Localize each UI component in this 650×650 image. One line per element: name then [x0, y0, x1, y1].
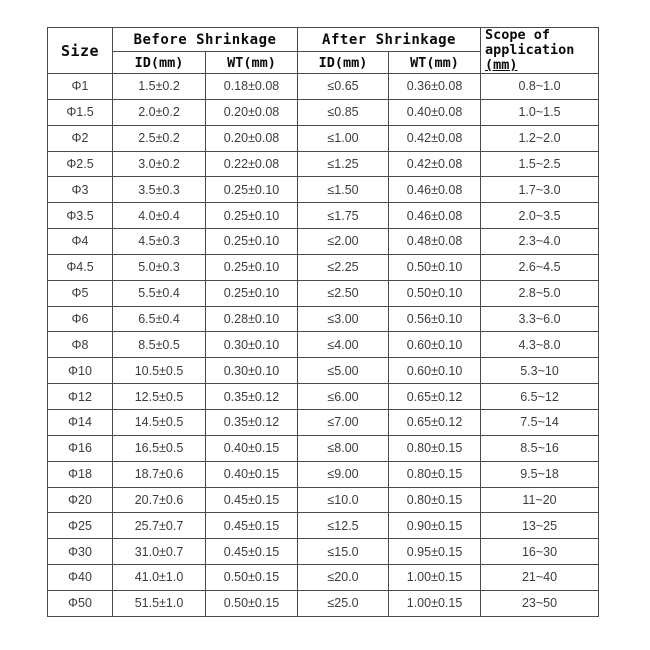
cell-after-id: ≤0.85: [298, 99, 389, 125]
cell-scope: 3.3~6.0: [481, 306, 599, 332]
cell-size: Φ14: [48, 409, 113, 435]
cell-after-wt: 0.80±0.15: [389, 487, 481, 513]
cell-after-id: ≤10.0: [298, 487, 389, 513]
table-row: [48, 74, 599, 100]
cell-after-id: ≤1.50: [298, 177, 389, 203]
cell-after-id: ≤7.00: [298, 409, 389, 435]
cell-size: Φ3: [48, 177, 113, 203]
cell-scope: 9.5~18: [481, 461, 599, 487]
cell-scope: 21~40: [481, 565, 599, 591]
table-row: [48, 384, 599, 410]
cell-size: Φ16: [48, 435, 113, 461]
cell-scope: 2.3~4.0: [481, 229, 599, 255]
cell-before-wt: 0.20±0.08: [206, 99, 298, 125]
cell-after-id: ≤6.00: [298, 384, 389, 410]
cell-before-wt: 0.45±0.15: [206, 487, 298, 513]
cell-before-wt: 0.28±0.10: [206, 306, 298, 332]
cell-before-id: 18.7±0.6: [113, 461, 206, 487]
table-row: [48, 590, 599, 616]
table-row: [48, 409, 599, 435]
cell-scope: 1.0~1.5: [481, 99, 599, 125]
cell-size: Φ3.5: [48, 203, 113, 229]
cell-size: Φ25: [48, 513, 113, 539]
header-after-wt: WT(mm): [389, 52, 481, 74]
scope-header-line3: (mm): [485, 57, 518, 73]
table-row: [48, 332, 599, 358]
cell-after-wt: 0.80±0.15: [389, 461, 481, 487]
cell-scope: 7.5~14: [481, 409, 599, 435]
table-row: [48, 229, 599, 255]
table-row: [48, 254, 599, 280]
cell-after-id: ≤5.00: [298, 358, 389, 384]
cell-before-id: 4.0±0.4: [113, 203, 206, 229]
header-before-shrinkage: Before Shrinkage: [113, 28, 298, 52]
cell-before-id: 5.5±0.4: [113, 280, 206, 306]
cell-after-wt: 1.00±0.15: [389, 590, 481, 616]
cell-scope: 8.5~16: [481, 435, 599, 461]
cell-after-id: ≤25.0: [298, 590, 389, 616]
cell-size: Φ40: [48, 565, 113, 591]
cell-after-id: ≤0.65: [298, 74, 389, 100]
cell-scope: 2.0~3.5: [481, 203, 599, 229]
cell-size: Φ6: [48, 306, 113, 332]
cell-after-wt: 0.80±0.15: [389, 435, 481, 461]
cell-after-wt: 0.95±0.15: [389, 539, 481, 565]
cell-scope: 1.5~2.5: [481, 151, 599, 177]
cell-size: Φ5: [48, 280, 113, 306]
cell-after-id: ≤15.0: [298, 539, 389, 565]
table-row: [48, 151, 599, 177]
cell-before-id: 8.5±0.5: [113, 332, 206, 358]
cell-after-wt: 0.65±0.12: [389, 409, 481, 435]
cell-scope: 1.7~3.0: [481, 177, 599, 203]
cell-before-wt: 0.25±0.10: [206, 229, 298, 255]
cell-before-id: 14.5±0.5: [113, 409, 206, 435]
cell-before-id: 5.0±0.3: [113, 254, 206, 280]
cell-scope: 2.8~5.0: [481, 280, 599, 306]
header-after-shrinkage: After Shrinkage: [298, 28, 481, 52]
cell-size: Φ10: [48, 358, 113, 384]
cell-before-wt: 0.20±0.08: [206, 125, 298, 151]
cell-scope: 16~30: [481, 539, 599, 565]
table-body: [48, 74, 599, 617]
cell-size: Φ12: [48, 384, 113, 410]
table-row: [48, 203, 599, 229]
cell-size: Φ50: [48, 590, 113, 616]
cell-before-id: 41.0±1.0: [113, 565, 206, 591]
cell-after-wt: 0.60±0.10: [389, 358, 481, 384]
table-row: [48, 487, 599, 513]
cell-after-wt: 0.56±0.10: [389, 306, 481, 332]
cell-size: Φ1: [48, 74, 113, 100]
cell-size: Φ30: [48, 539, 113, 565]
cell-after-id: ≤1.25: [298, 151, 389, 177]
cell-after-wt: 0.65±0.12: [389, 384, 481, 410]
cell-after-wt: 0.46±0.08: [389, 203, 481, 229]
cell-before-id: 10.5±0.5: [113, 358, 206, 384]
table-row: [48, 565, 599, 591]
table-header: [48, 28, 599, 74]
cell-before-wt: 0.22±0.08: [206, 151, 298, 177]
header-size: Size: [48, 28, 113, 74]
cell-after-id: ≤20.0: [298, 565, 389, 591]
header-row-groups: [48, 28, 599, 52]
cell-size: Φ8: [48, 332, 113, 358]
cell-before-id: 12.5±0.5: [113, 384, 206, 410]
header-after-id: ID(mm): [298, 52, 389, 74]
cell-before-wt: 0.40±0.15: [206, 435, 298, 461]
cell-size: Φ2: [48, 125, 113, 151]
scope-header-line1: Scope of: [485, 27, 551, 43]
cell-after-wt: 0.90±0.15: [389, 513, 481, 539]
cell-after-id: ≤1.75: [298, 203, 389, 229]
cell-before-id: 3.0±0.2: [113, 151, 206, 177]
table-row: [48, 358, 599, 384]
header-scope-of-application: [481, 28, 599, 74]
cell-before-wt: 0.25±0.10: [206, 254, 298, 280]
cell-before-wt: 0.30±0.10: [206, 358, 298, 384]
cell-scope: 2.6~4.5: [481, 254, 599, 280]
cell-size: Φ20: [48, 487, 113, 513]
table-row: [48, 539, 599, 565]
table-row: [48, 125, 599, 151]
table-row: [48, 461, 599, 487]
cell-before-wt: 0.25±0.10: [206, 280, 298, 306]
cell-after-wt: 0.36±0.08: [389, 74, 481, 100]
cell-after-wt: 0.50±0.10: [389, 254, 481, 280]
cell-scope: 4.3~8.0: [481, 332, 599, 358]
cell-before-id: 20.7±0.6: [113, 487, 206, 513]
table-row: [48, 435, 599, 461]
cell-before-id: 1.5±0.2: [113, 74, 206, 100]
cell-before-wt: 0.50±0.15: [206, 590, 298, 616]
cell-after-id: ≤9.00: [298, 461, 389, 487]
cell-after-id: ≤2.25: [298, 254, 389, 280]
cell-after-wt: 1.00±0.15: [389, 565, 481, 591]
cell-after-wt: 0.40±0.08: [389, 99, 481, 125]
cell-after-id: ≤8.00: [298, 435, 389, 461]
cell-after-id: ≤2.50: [298, 280, 389, 306]
cell-before-wt: 0.40±0.15: [206, 461, 298, 487]
cell-before-id: 16.5±0.5: [113, 435, 206, 461]
cell-after-wt: 0.42±0.08: [389, 125, 481, 151]
cell-after-wt: 0.60±0.10: [389, 332, 481, 358]
cell-scope: 0.8~1.0: [481, 74, 599, 100]
table-row: [48, 306, 599, 332]
cell-size: Φ4: [48, 229, 113, 255]
cell-after-id: ≤12.5: [298, 513, 389, 539]
cell-after-wt: 0.42±0.08: [389, 151, 481, 177]
table-row: [48, 99, 599, 125]
cell-before-id: 3.5±0.3: [113, 177, 206, 203]
cell-before-id: 4.5±0.3: [113, 229, 206, 255]
cell-scope: 11~20: [481, 487, 599, 513]
header-before-wt: WT(mm): [206, 52, 298, 74]
cell-scope: 5.3~10: [481, 358, 599, 384]
cell-before-wt: 0.18±0.08: [206, 74, 298, 100]
cell-after-id: ≤3.00: [298, 306, 389, 332]
cell-scope: 6.5~12: [481, 384, 599, 410]
cell-after-wt: 0.48±0.08: [389, 229, 481, 255]
cell-before-id: 6.5±0.4: [113, 306, 206, 332]
shrink-tube-spec-table: [47, 27, 599, 617]
cell-after-wt: 0.50±0.10: [389, 280, 481, 306]
cell-before-wt: 0.45±0.15: [206, 513, 298, 539]
cell-before-wt: 0.50±0.15: [206, 565, 298, 591]
cell-before-wt: 0.25±0.10: [206, 177, 298, 203]
cell-before-wt: 0.25±0.10: [206, 203, 298, 229]
cell-after-wt: 0.46±0.08: [389, 177, 481, 203]
scope-header-line2: application: [485, 42, 575, 58]
cell-size: Φ2.5: [48, 151, 113, 177]
cell-after-id: ≤1.00: [298, 125, 389, 151]
table-row: [48, 177, 599, 203]
cell-before-id: 31.0±0.7: [113, 539, 206, 565]
cell-before-id: 25.7±0.7: [113, 513, 206, 539]
header-before-id: ID(mm): [113, 52, 206, 74]
cell-size: Φ18: [48, 461, 113, 487]
cell-size: Φ1.5: [48, 99, 113, 125]
cell-scope: 23~50: [481, 590, 599, 616]
cell-before-wt: 0.35±0.12: [206, 384, 298, 410]
table-row: [48, 513, 599, 539]
cell-before-id: 51.5±1.0: [113, 590, 206, 616]
cell-scope: 1.2~2.0: [481, 125, 599, 151]
cell-before-wt: 0.35±0.12: [206, 409, 298, 435]
cell-after-id: ≤2.00: [298, 229, 389, 255]
cell-size: Φ4.5: [48, 254, 113, 280]
cell-before-id: 2.5±0.2: [113, 125, 206, 151]
cell-before-id: 2.0±0.2: [113, 99, 206, 125]
cell-after-id: ≤4.00: [298, 332, 389, 358]
table-row: [48, 280, 599, 306]
cell-before-wt: 0.30±0.10: [206, 332, 298, 358]
cell-before-wt: 0.45±0.15: [206, 539, 298, 565]
cell-scope: 13~25: [481, 513, 599, 539]
